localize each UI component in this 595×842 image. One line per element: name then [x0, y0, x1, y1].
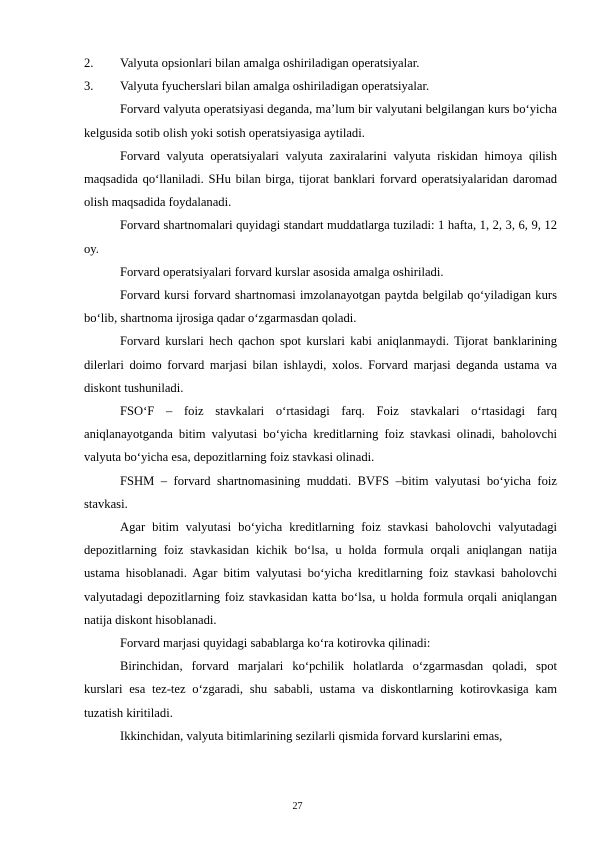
- list-item-text: Valyuta opsionlari bilan amalga oshiriladigan operatsiyalar.: [120, 56, 420, 70]
- paragraph: Forvard kurslari hech qachon spot kurslari kabi aniqlanmaydi. Tijorat banklarining dilerlari doimo forvard marjasi bilan ishlaydi, xolos. Forvard marjasi deganda ustama va diskont tushuniladi.: [84, 334, 557, 395]
- paragraph: Forvard valyuta operatsiyasi deganda, ma’lum bir valyutani belgilangan kurs bo‘yicha kelgusida sotib olish yoki sotish operatsiyasiga aytiladi.: [84, 102, 557, 140]
- paragraph: FSO‘F – foiz stavkalari o‘rtasidagi farq. Foiz stavkalari o‘rtasidagi farq aniqlanayotganda bitim valyutasi bo‘yicha kreditlarning foiz stavkasi olinadi, baholovchi valyuta bo‘yicha esa, depozitlarning foiz stavkasi olinadi.: [84, 404, 557, 465]
- list-item: [84, 75, 557, 98]
- paragraph: Forvard marjasi quyidagi sabablarga ko‘ra kotirovka qilinadi:: [120, 636, 431, 651]
- paragraph: Forvard valyuta operatsiyalari valyuta zaxiralarini valyuta riskidan himoya qilish maqsadida qo‘llaniladi. SHu bilan birga, tijorat banklari forvard operatsiyalaridan daromad olish maqsadida foydalanadi.: [84, 148, 557, 210]
- paragraph: Forvard operatsiyalari forvard kurslar asosida amalga oshiriladi.: [120, 264, 444, 279]
- list-number: 2.: [84, 56, 94, 70]
- paragraph: Birinchidan, forvard marjalari ko‘pchilik holatlarda o‘zgarmasdan qoladi, spot kurslari esa tez-tez o‘zgaradi, shu sababli, ustama va diskontlarning kotirovkasiga kam tuzatish kiritiladi.: [84, 659, 557, 720]
- document-page: [84, 52, 557, 748]
- paragraph: Forvard kursi forvard shartnomasi imzolanayotgan paytda belgilab qo‘yiladigan kurs bo‘lib, shartnoma ijrosiga qadar o‘zgarmasdan qoladi.: [84, 288, 557, 326]
- paragraph: FSHM – forvard shartnomasining muddati. BVFS –bitim valyutasi bo‘yicha foiz stavkasi.: [84, 473, 557, 511]
- list-item: [84, 52, 557, 75]
- paragraph: Forvard shartnomalari quyidagi standart muddatlarga tuziladi: 1 hafta, 1, 2, 3, 6, 9, 12 oy.: [84, 218, 557, 256]
- list-number: 3.: [84, 79, 94, 94]
- paragraph: Agar bitim valyutasi bo‘yicha kreditlarning foiz stavkasi baholovchi valyutadagi depozitlarning foiz stavkasidan kichik bo‘lsa, u holda formula orqali aniqlangan natija ustama hisoblanadi. Agar bitim valyutasi bo‘yicha kreditlarning foiz stavkasi baholovchi valyutadagi depozitlarning foiz stavkasidan katta bo‘lsa, u holda formula orqali aniqlangan natija diskont hisoblanadi.: [84, 520, 557, 627]
- page-number: 27: [292, 801, 303, 812]
- list-item-text: Valyuta fyucherslari bilan amalga oshiriladigan operatsiyalar.: [120, 79, 430, 94]
- paragraph: Ikkinchidan, valyuta bitimlarining sezilarli qismida forvard kurslarini emas,: [120, 728, 503, 743]
